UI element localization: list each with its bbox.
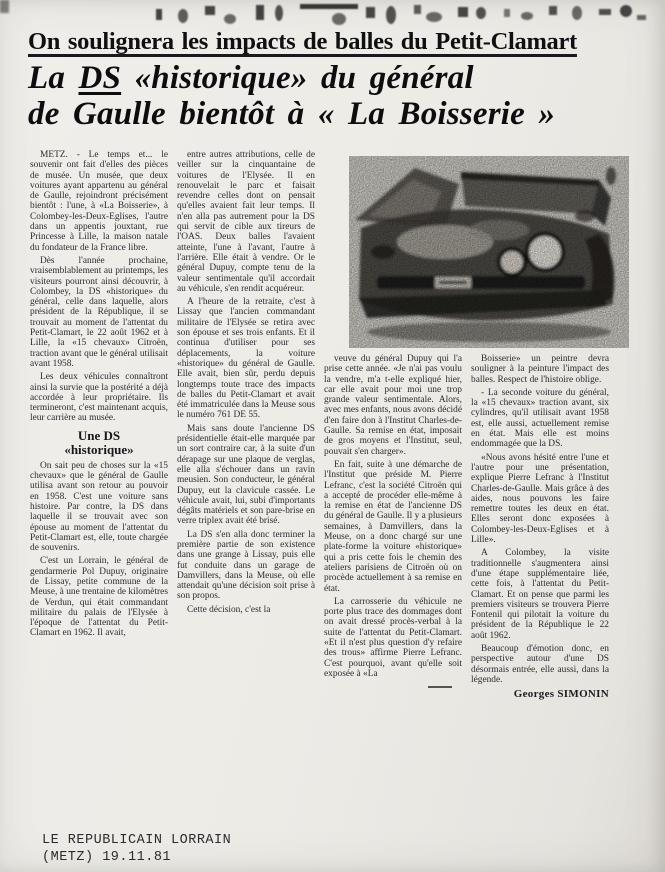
main-headline (28, 60, 643, 132)
paragraph: A Colombey, la visite traditionnelle s'augmentera ainsi d'une étape supplémentaire liée, cette fois, à l'attentat du Petit-Clamart. Et on pense que parmi les premiers visiteurs se trouvera Pierre Fontenil qui pilotait la voiture du président de la République le 22 août 1962. (471, 548, 609, 641)
article-body (30, 150, 618, 700)
headline-line-1 (28, 60, 643, 96)
kicker-text: On soulignera les impacts de balles du Petit-Clamart (28, 28, 577, 55)
paragraph: veuve du général Dupuy qui l'a prise cette année. «Je n'ai pas voulu la vendre, m'a t-elle expliqué hier, car elle avait pour moi une trop grande valeur sentimentale. Alors, avec mes enfants, nous avons décidé d'en faire don à l'Institut Charles-de-Gaulle. Sa remise en état, imposait de gros moyens et l'Institut, seul, pouvait s'en charger». (324, 354, 462, 457)
paragraph: entre autres attributions, celle de veiller sur la cinquantaine de voitures de l'Elysée. Il en renouvelait le parc et faisait revendre celles dont on pensait qu'elles avaient fait leur temps. Il n'en alla pas autrement pour la DS qui servit de cible aux tireurs de l'OAS. Deux balles l'avaient atteinte, l'une à l'avant, l'autre à l'arrière. Elle était à vendre. Or le général Dupuy, compte tenu de la valeur sentimentale qu'il accordait au véhicule, s'en rendit acquéreur. (177, 150, 315, 294)
paragraph: En fait, suite à une démarche de l'Institut que préside M. Pierre Lefranc, c'est la société Citroën qui a accepté de procéder elle-même à la remise en état de l'ancienne DS du général de Gaulle. Il y a plusieurs semaines, à Damvillers, dans la Meuse, on a donc chargé sur une plate-forme la voiture «historique» qui a pris cette fois le chemin des ateliers parisiens de Citroën où on procède actuellement à sa remise en état. (324, 459, 462, 594)
paragraph: «Nous avons hésité entre l'une et l'autre pour une présentation, explique Pierre Lefranc à l'Institut Charles-de-Gaulle. Mais grâce à des aides, nous pouvons les faire remettre toutes les deux en état. Elles seront donc exposées à Colombey-les-Deux-Eglises et à Lille». (471, 452, 609, 546)
paragraph: A l'heure de la retraite, c'est à Lissay que l'ancien commandant militaire de l'Elysée se retira avec son épouse et ses trois enfants. Et il continua d'utiliser pour ses déplacements, la voiture «historique» du général de Gaulle. Elle avait, bien sûr, perdu depuis longtemps toute trace des impacts de balles du Petit-Clamart et avait été immatriculée dans la Meuse sous le numéro 761 DE 55. (177, 297, 315, 421)
paragraph: Cette décision, c'est la (187, 604, 271, 615)
paragraph: METZ. - Le temps et... le souvenir ont fait d'elles des pièces de musée. Un musée, que deux voitures ayant appartenu au général de Gaulle, rejoindront précisément bientôt : l'une, à «La Boisserie», à Colombey-les-Deux-Eglises, l'autre dans un appentis jouxtant, rue Princesse à Lille, la maison natale du fondateur de la France libre. (30, 150, 168, 253)
paragraph: - La seconde voiture du général, la «15 chevaux» traction avant, six cylindres, qu'il utilisait avant 1958 est, elle aussi, actuellement remise en état. Mais elle est moins endommagée que la DS. (471, 387, 609, 450)
source-credit (42, 832, 231, 866)
credit-publication: LE REPUBLICAIN LORRAIN (42, 833, 232, 848)
column-3 (324, 150, 462, 700)
paragraph: C'est un Lorrain, le général de gendarmerie Pol Dupuy, originaire de Lissay, petite commune de la Meuse, à une trentaine de kilomètres de Verdun, qui était commandant militaire du palais de l'Elysée à l'époque de l'attentat du Petit-Clamart en 1962. Il avait, (30, 556, 168, 639)
credit-date: (METZ) 19.11.81 (42, 850, 172, 865)
paragraph: Les deux véhicules connaîtront ainsi la survie que la postérité a déjà accordée à leur propriétaire. Ils termineront, c'est maintenant acquis, leur carrière au musée. (30, 372, 168, 424)
paragraph: Mais sans doute l'ancienne DS présidentielle était-elle marquée par un sort contraire car, à la suite d'un dérapage sur une plaque de verglas, elle alla s'échouer dans un ravin meusien. Son conducteur, le général Dupuy, eut la clavicule cassée. Le véhicule avait, lui, subi d'importants dégâts matériels et son pare-brise en verre triplex avait été brisé. (177, 423, 315, 527)
scan-artifact-corner (0, 0, 9, 13)
column-4 (471, 150, 609, 700)
paragraph: Dès l'année prochaine, vraisemblablement au printemps, les visiteurs pourront ainsi découvrir, à Colombey, la DS «historique» du général, celle dans laquelle, alors président de la République, il se trouvait au moment de l'attentat du Petit-Clamart, le 22 août 1962 et à Lille, la «15 chevaux» Citroën, traction avant que le général utilisait avant 1958. (30, 255, 168, 369)
paragraph: Beaucoup d'émotion donc, en perspective autour d'une DS désormais entrée, elle aussi, dans la légende. (471, 644, 609, 685)
headline-word: «historique» du général (134, 60, 474, 96)
kicker-headline (28, 28, 640, 56)
column-1 (30, 150, 168, 700)
column-2 (177, 150, 315, 700)
headline-line-2: de Gaulle bientôt à « La Boisserie » (28, 96, 556, 132)
end-of-column-dash (428, 686, 452, 688)
paragraph: La DS s'en alla donc terminer la première partie de son existence dans une grange à Lissay, puis elle fut conduite dans un garage de Damvillers, dans la Meuse, où elle attendait qu'une décision soit prise à son propos. (177, 529, 315, 602)
paragraph: La carrosserie du véhicule ne porte plus trace des dommages dont on avait dressé procès-verbal à la suite de l'attentat du Petit-Clamart. «Et il n'est plus question d'y refaire des trous» affirme Pierre Lefranc. C'est pourquoi, avant qu'elle soit exposée à «La (324, 596, 462, 679)
section-subhead (30, 429, 168, 457)
paragraph: On sait peu de choses sur la «15 chevaux» que le général de Gaulle utilisa avant son retour au pouvoir en 1958. C'est une voiture sans histoire. Par contre, la DS dans laquelle il se trouvait avec son épouse au moment de l'attentat du Petit-Clamart est, elle, toute chargée de souvenirs. (30, 460, 168, 554)
headline-word: La (28, 60, 66, 96)
author-signature: Georges SIMONIN (513, 688, 609, 701)
headline-word-underlined: DS (78, 60, 122, 96)
subhead-line-2: «historique» (64, 441, 134, 457)
subhead-line-1: Une DS (77, 427, 121, 443)
paragraph: Boisserie» un peintre devra souligner à la peinture l'impact des balles. Respect de l'histoire oblige. (471, 354, 609, 385)
